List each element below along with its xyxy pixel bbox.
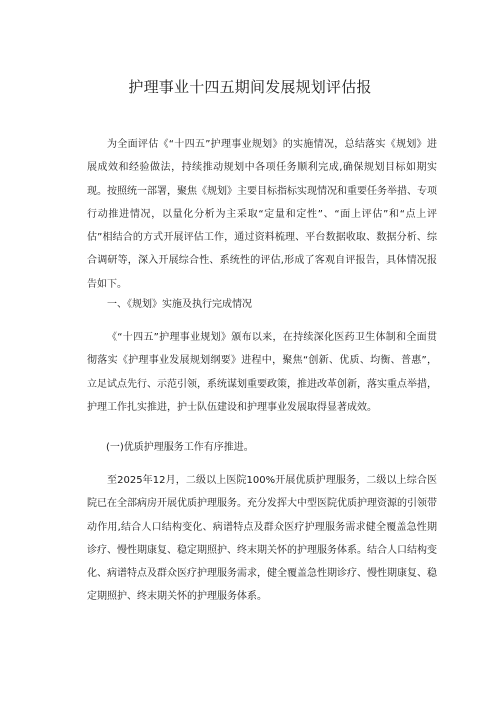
paragraph-section-1: 《“十四五”护理事业规划》颁布以来，在持续深化医药卫生体制和全面贯彻落实《护理事业发展规划纲要》进程中，聚焦“创新、优质、均衡、普惠”，立足试点先行、示范引领，系统谋划重要政策，推进改革创新，落实重点举措，护理工作扎实推进，护士队伍建设和护理事业发展取得显著成效。 xyxy=(87,332,437,413)
paragraph-subsection-1: 至2025年12月，二级以上医院100%开展优质护理服务，二级以上综合医院已在全部病房开展优质护理服务。充分发挥大中型医院优质护理资源的引领带动作用,结合人口结构变化、病谱特点及群众医疗护理服务需求健全覆盖急性期诊疗、慢性期康复、稳定期照护、终末期关怀的护理服务体系。结合人口结构变化、病谱特点及群众医疗护理服务需求，健全覆盖急性期诊疗、慢性期康复、稳定期照护、终末期关怀的护理服务体系。 xyxy=(87,475,437,603)
document-title: 护理事业十四五期间发展规划评估报 xyxy=(128,78,372,96)
paragraph-intro: 为全面评估《“十四五”护理事业规划》的实施情况，总结落实《规划》进展成效和经验做法，持续推动规划中各项任务顺利完成,确保规划目标如期实现。按照统一部署，聚焦《规划》主要目标指标实现情况和重要任务举措、专项行动推进情况，以量化分析为主采取“定量和定性”、“面上评估”和“点上评估”相结合的方式开展评估工作，通过资料梳理、平台数据收取、数据分析、综合调研等，深入开展综合性、系统性的评估,形成了客观自评报告，具体情况报告如下。 xyxy=(87,139,437,290)
section-heading-1: 一、《规划》实施及执行完成情况 xyxy=(107,299,252,310)
subsection-heading-1: (一)优质护理服务工作有序推进。 xyxy=(106,442,254,453)
